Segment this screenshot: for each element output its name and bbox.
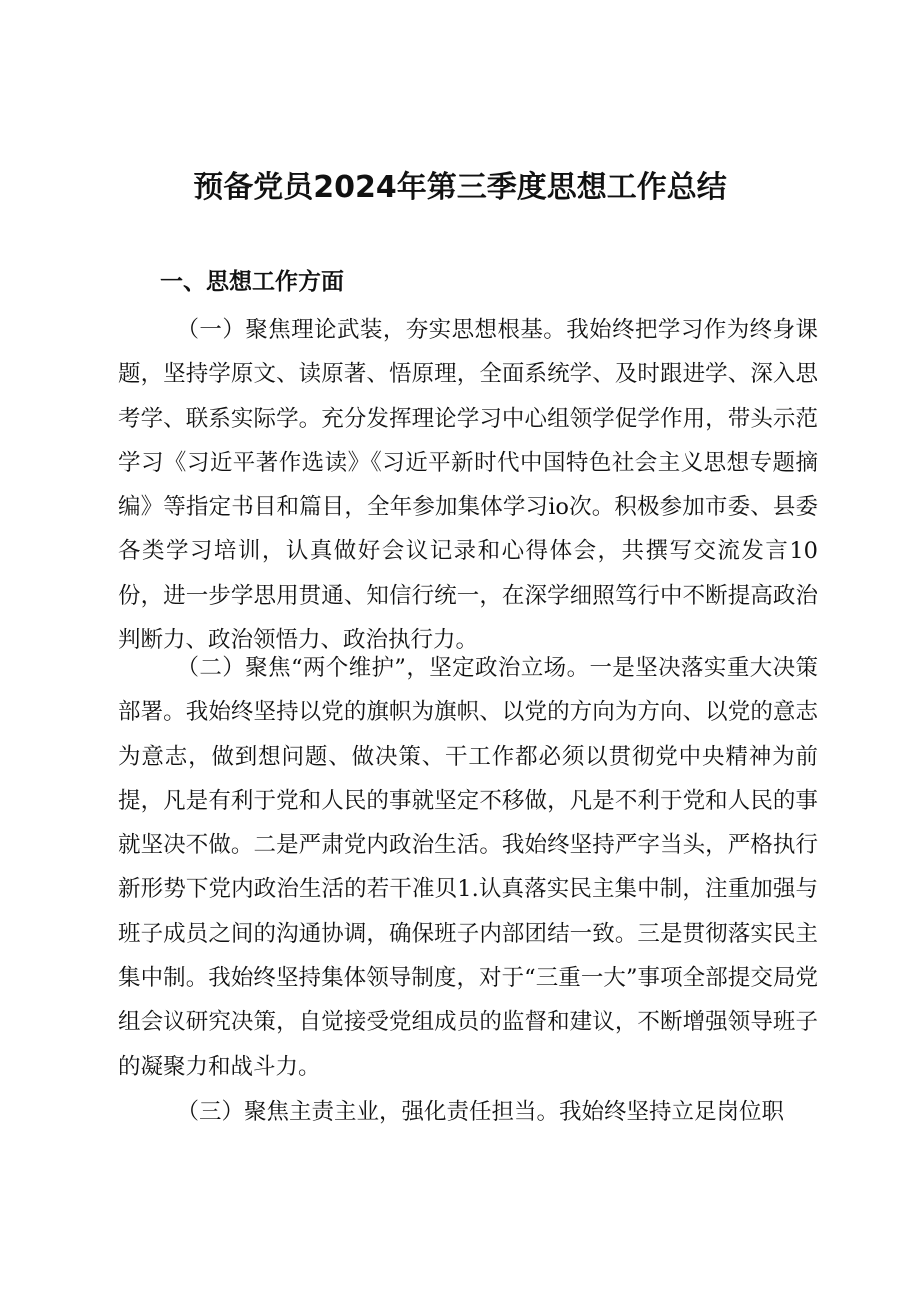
section-heading: 一、思想工作方面 [160, 269, 344, 295]
document-title: 预备党员2024年第三季度思想工作总结 [193, 170, 727, 205]
paragraph-two-safeguards: （二）聚焦“两个维护”，坚定政治立场。一是坚决落实重大决策部署。我始终坚持以党的旗帜为旗帜、以党的方向为方向、以党的意志为意志，做到想问题、做决策、干工作都必须以贯彻党中央精神为前提，凡是有利于党和人民的事就坚定不移做，凡是不利于党和人民的事就坚决不做。二是严肃党内政治生活。我始终坚持严字当头，严格执行新形势下党内政治生活的若干准贝1.认真落实民主集中制，注重加强与班子成员之间的沟通协调，确保班子内部团结一致。三是贯彻落实民主集中制。我始终坚持集体领导制度，对于“三重一大”事项全部提交局党组会议研究决策，自觉接受党组成员的监督和建议，不断增强领导班子的凝聚力和战斗力。 [118, 655, 818, 1080]
paragraph-main-responsibility: （三）聚焦主责主业，强化责任担当。我始终坚持立足岗位职 [176, 1099, 785, 1125]
paragraph-theory-study: （一）聚焦理论武装，夯实思想根基。我始终把学习作为终身课题，坚持学原文、读原著、悟原理，全面系统学、及时跟进学、深入思考学、联系实际学。充分发挥理论学习中心组领学促学作用，带头示范学习《习近平著作选读》《习近平新时代中国特色社会主义思想专题摘编》等指定书目和篇目，全年参加集体学习io次。积极参加市委、县委各类学习培训，认真做好会议记录和心得体会，共撰写交流发言10份，进一步学思用贯通、知信行统一，在深学细照笃行中不断提高政治判断力、政治领悟力、政治执行力。 [118, 317, 818, 654]
